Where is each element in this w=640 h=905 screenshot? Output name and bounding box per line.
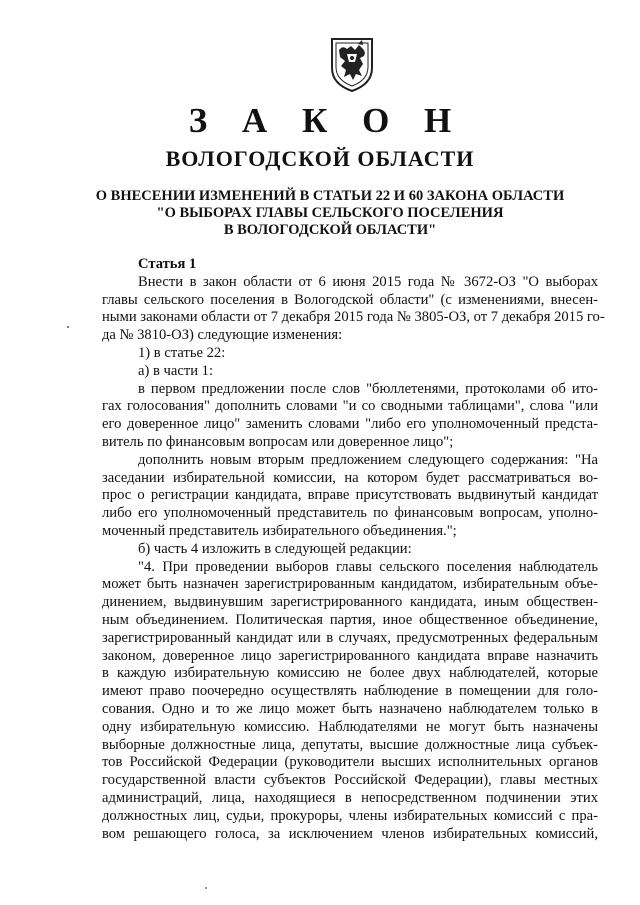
text-line: имеют право поочередно осуществлять наблюдение в помещении для голо- <box>102 683 598 700</box>
text-line: государственной власти субъектов Российской Федерации), главы местных <box>102 772 598 789</box>
text-line: да № 3810-ОЗ) следующие изменения: <box>102 327 343 344</box>
text-line: зарегистрированный кандидат или в случаях, предусмотренных федеральным <box>102 629 598 646</box>
text-line: а) в части 1: <box>138 362 214 379</box>
text-line: 1) в статье 22: <box>138 344 226 361</box>
law-title: З А К О Н <box>188 101 465 140</box>
subject-line: О ВНЕСЕНИИ ИЗМЕНЕНИЙ В СТАТЬИ 22 И 60 ЗАКОНА ОБЛАСТИ <box>95 188 565 204</box>
text-line: главы сельского поселения в Вологодской области" (с изменениями, внесен- <box>102 291 598 308</box>
text-line: одну избирательную комиссию. Наблюдателями не могут быть назначены <box>102 718 598 735</box>
text-line: может быть назначен зарегистрированным кандидатом, избирательным объе- <box>102 576 598 593</box>
text-line: динением, выдвинувшим зарегистрированного кандидата, иным обществен- <box>102 594 598 611</box>
text-line: в первом предложении после слов "бюллетенями, протоколами об ито- <box>138 380 598 397</box>
text-line: ными законами области от 7 декабря 2015 года № 3805-ОЗ, от 7 декабря 2015 го- <box>102 309 605 326</box>
scan-speck <box>205 887 207 889</box>
article-heading: Статья 1 <box>138 256 197 272</box>
text-line: Внести в закон области от 6 июня 2015 года № 3672-ОЗ "О выборах <box>138 273 598 290</box>
text-line: б) часть 4 изложить в следующей редакции: <box>138 540 412 557</box>
text-line: сования. Одно и то же лицо может быть назначено наблюдателем только в <box>102 700 598 717</box>
text-line: прос о регистрации кандидата, вправе присутствовать выдвинутый кандидат <box>102 487 598 504</box>
text-line: должностных лиц, судьи, прокуроры, члены избирательных комиссий с пра- <box>102 807 598 824</box>
text-line: выборные должностные лица, депутаты, высшие должностные лица субъек- <box>102 736 598 753</box>
text-line: в каждую избирательную комиссию не более двух наблюдателей, которые <box>102 665 598 682</box>
scan-speck <box>67 326 69 328</box>
article-body <box>102 256 605 843</box>
subject-line: В ВОЛОГОДСКОЙ ОБЛАСТИ" <box>223 222 437 238</box>
region-title: ВОЛОГОДСКОЙ ОБЛАСТИ <box>165 146 475 171</box>
text-line: администраций, лица, находящиеся в непосредственном подчинении этих <box>102 789 598 806</box>
text-line: либо его уполномоченный представитель по финансовым вопросам, уполно- <box>102 505 598 522</box>
text-line: ным объединением. Политическая партия, иное общественное объединение, <box>102 611 598 628</box>
text-line: гах голосования" дополнить словами "и со сводными таблицами", слова "или <box>102 398 598 415</box>
text-line: его доверенное лицо" заменить словами "либо его уполномоченный предста- <box>102 416 598 433</box>
text-line: "4. При проведении выборов главы сельского поселения наблюдатель <box>138 558 598 575</box>
subject-line: "О ВЫБОРАХ ГЛАВЫ СЕЛЬСКОГО ПОСЕЛЕНИЯ <box>156 205 504 221</box>
text-line: витель по финансовым вопросам или доверенное лицо"; <box>102 433 454 450</box>
text-line: моченный представитель избирательного объединения."; <box>102 522 457 539</box>
text-line: законом, доверенное лицо зарегистрированного кандидата вправе назначить <box>102 647 598 664</box>
coat-of-arms-icon <box>329 36 375 93</box>
text-line: заседании избирательной комиссии, на котором будет рассматриваться во- <box>102 469 598 486</box>
text-line: тов Российской Федерации (руководители высших исполнительных органов <box>102 754 598 771</box>
text-line: вом решающего голоса, за исключением членов избирательных комиссий, <box>102 825 598 842</box>
law-subject <box>60 188 600 239</box>
text-line: дополнить новым вторым предложением следующего содержания: "На <box>138 451 598 468</box>
